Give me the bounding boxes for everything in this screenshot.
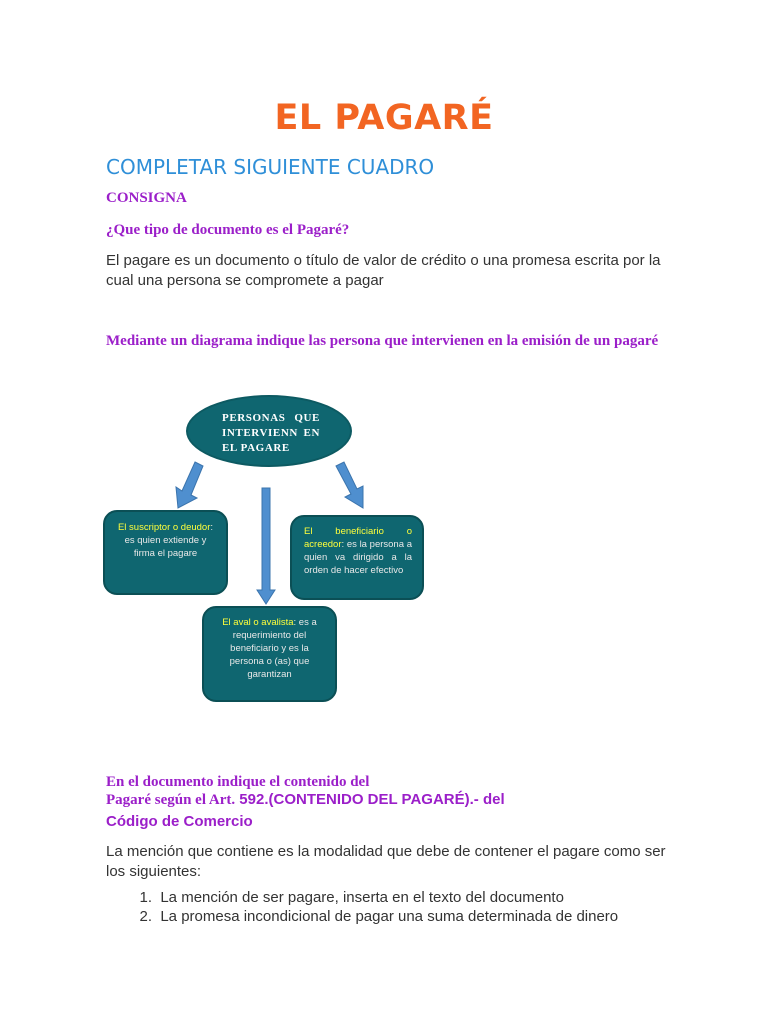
node-aval-title: El aval o avalista	[222, 617, 294, 628]
center-node-line2: INTERVIENN EN	[222, 427, 320, 439]
node-beneficiario	[290, 515, 424, 600]
center-node-line1: PERSONAS QUE	[222, 412, 320, 424]
section2-line3: Código de Comercio	[106, 813, 253, 830]
node-beneficiario-text: : es la persona a quien va dirigido a la orden de hacer efectivo	[304, 539, 412, 576]
list-item	[106, 907, 618, 926]
center-node-personas	[186, 395, 352, 467]
center-node-line3: EL PAGARE	[222, 442, 290, 454]
node-suscriptor-title: El suscriptor o deudor	[117, 522, 211, 533]
diagram-prompt: Mediante un diagrama indique las persona que intervienen en la emisión de un pagaré	[106, 333, 659, 349]
intro-paragraph: La mención que contiene es la modalidad que debe de contener el pagare como ser los siguientes:	[106, 843, 666, 880]
section2-line2-serif: Pagaré según el Art.	[106, 792, 236, 808]
content-list	[106, 888, 618, 926]
section2-line1: En el documento indique el contenido del	[106, 774, 370, 790]
question-heading: ¿Que tipo de documento es el Pagaré?	[106, 222, 350, 238]
node-aval-text: : es a requerimiento del beneficiario y es la persona o (as) que garantizan	[229, 617, 317, 680]
section2-line2	[106, 791, 505, 809]
node-suscriptor-text: : es quien extiende y firma el pagare	[124, 522, 214, 559]
section2-line2-sans: 592.(CONTENIDO DEL PAGARÉ).- del	[235, 791, 505, 808]
answer-paragraph: El pagare es un documento o título de valor de crédito o una promesa escrita por la cual una persona se compromete a pagar	[106, 252, 661, 289]
section2-heading	[106, 773, 505, 809]
arrow-to-left-box	[176, 462, 203, 508]
node-suscriptor	[103, 510, 228, 595]
list-item-number: 2.	[139, 908, 152, 925]
arrow-to-right-box	[336, 462, 363, 508]
page-title: EL PAGARÉ	[274, 98, 494, 138]
consigna-heading: CONSIGNA	[106, 190, 187, 206]
list-item-text: La promesa incondicional de pagar una suma determinada de dinero	[160, 908, 619, 925]
list-item-number: 1.	[139, 889, 152, 906]
page-subtitle: COMPLETAR SIGUIENTE CUADRO	[106, 155, 435, 179]
list-item	[106, 888, 618, 907]
node-aval	[202, 606, 337, 702]
arrow-to-bottom-box	[257, 488, 275, 604]
list-item-text: La mención de ser pagare, inserta en el texto del documento	[160, 889, 564, 906]
node-beneficiario-title: El beneficiario o acreedor	[304, 526, 412, 550]
